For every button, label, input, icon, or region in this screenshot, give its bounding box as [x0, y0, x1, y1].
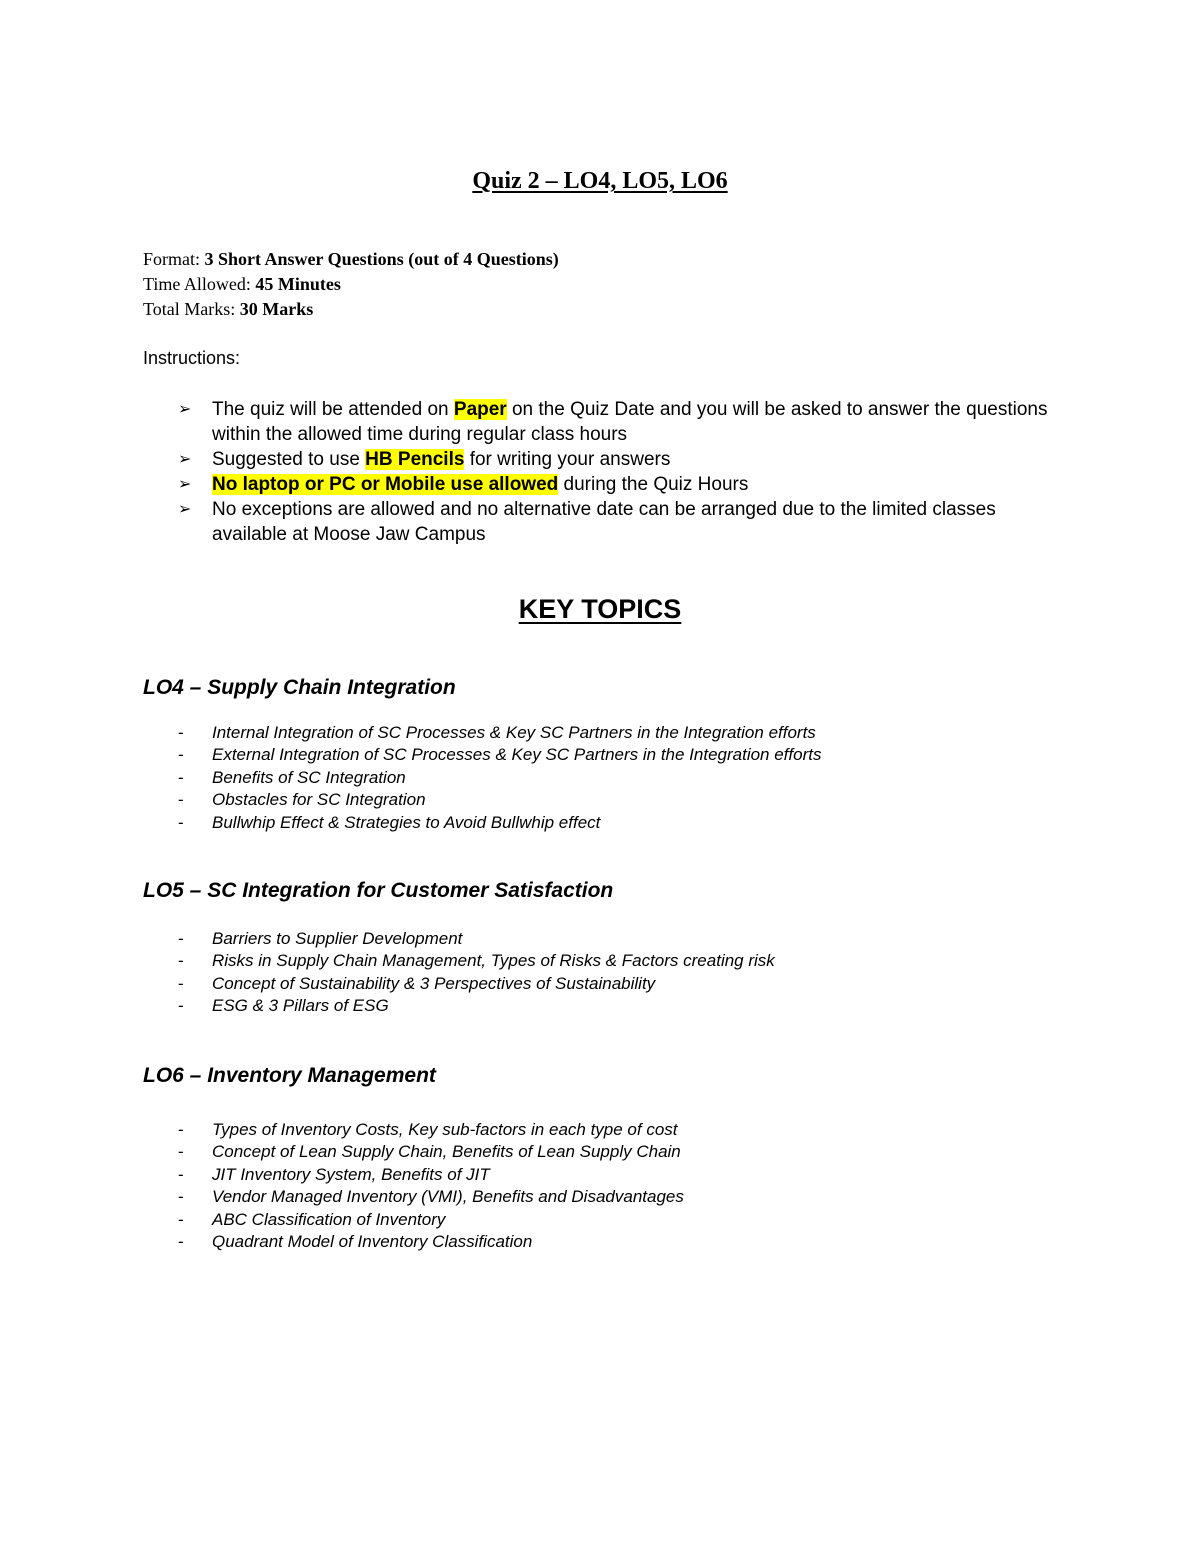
dash-bullet: -: [178, 1187, 184, 1207]
dash-bullet: -: [178, 1232, 184, 1252]
instructions-list: [178, 397, 1058, 547]
list-item: - Bullwhip Effect & Strategies to Avoid Bullwhip effect: [178, 812, 821, 834]
list-item: - Risks in Supply Chain Management, Types of Risks & Factors creating risk: [178, 950, 775, 972]
list-item: - Quadrant Model of Inventory Classification: [178, 1231, 684, 1253]
section-heading: LO5 – SC Integration for Customer Satisfaction: [143, 879, 614, 902]
dash-bullet: -: [178, 1164, 184, 1184]
dash-bullet: -: [178, 973, 184, 993]
topic-list: [178, 722, 821, 834]
page-title: Quiz 2 – LO4, LO5, LO6: [472, 168, 728, 194]
quiz-details: [143, 247, 559, 322]
dash-bullet: -: [178, 1120, 184, 1139]
topic-list: [178, 1119, 684, 1253]
list-item: - JIT Inventory System, Benefits of JIT: [178, 1164, 684, 1186]
list-item: - External Integration of SC Processes & Key SC Partners in the Integration efforts: [178, 744, 821, 766]
instruction-item: ➢ No laptop or PC or Mobile use allowed during the Quiz Hours: [178, 474, 749, 495]
list-item: - Obstacles for SC Integration: [178, 789, 821, 811]
topic-list: [178, 928, 775, 1018]
dash-bullet: -: [178, 929, 184, 948]
time-allowed-line: [143, 272, 559, 297]
total-marks-label: Total Marks:: [143, 299, 240, 319]
dash-bullet: -: [178, 745, 184, 765]
time-allowed-label: Time Allowed:: [143, 274, 256, 294]
section-heading: LO4 – Supply Chain Integration: [143, 676, 456, 699]
format-label: Format:: [143, 249, 205, 269]
instructions-label: Instructions:: [143, 348, 241, 368]
list-item: - Benefits of SC Integration: [178, 767, 821, 789]
total-marks-line: [143, 297, 559, 322]
highlight: HB Pencils: [365, 449, 465, 470]
highlight: Paper: [453, 399, 507, 420]
total-marks-value: 30 Marks: [239, 299, 314, 319]
dash-bullet: -: [178, 812, 184, 832]
arrow-bullet-icon: ➢: [178, 501, 192, 518]
dash-bullet: -: [178, 1209, 184, 1229]
format-suffix: (out of 4 Questions): [403, 249, 559, 269]
arrow-bullet-icon: ➢: [178, 401, 192, 418]
list-item: - Vendor Managed Inventory (VMI), Benefits and Disadvantages: [178, 1186, 684, 1208]
list-item: - Types of Inventory Costs, Key sub-factors in each type of cost: [178, 1119, 684, 1141]
key-topics-heading: KEY TOPICS: [518, 594, 682, 624]
instruction-item: ➢ Suggested to use HB Pencils for writing your answers: [178, 449, 671, 470]
list-item: - ABC Classification of Inventory: [178, 1209, 684, 1231]
list-item: - Concept of Sustainability & 3 Perspectives of Sustainability: [178, 973, 775, 995]
highlight: No laptop or PC or Mobile use allowed: [212, 474, 559, 495]
instruction-item: ➢ The quiz will be attended on Paper on the Quiz Date and you will be asked to answer the questions within the allowed time during regular class hours: [178, 399, 1048, 445]
arrow-bullet-icon: ➢: [178, 451, 192, 468]
format-value: 3 Short Answer Questions: [204, 249, 404, 269]
list-item: - Barriers to Supplier Development: [178, 928, 775, 950]
dash-bullet: -: [178, 790, 184, 810]
arrow-bullet-icon: ➢: [178, 476, 192, 493]
dash-bullet: -: [178, 767, 184, 787]
format-line: [143, 247, 559, 272]
dash-bullet: -: [178, 723, 184, 742]
list-item: - Concept of Lean Supply Chain, Benefits of Lean Supply Chain: [178, 1141, 684, 1163]
instruction-item: ➢ No exceptions are allowed and no alternative date can be arranged due to the limited classes available at Moose Jaw Campus: [178, 499, 996, 545]
dash-bullet: -: [178, 996, 184, 1016]
dash-bullet: -: [178, 1142, 184, 1162]
dash-bullet: -: [178, 951, 184, 971]
time-allowed-value: 45 Minutes: [255, 274, 341, 294]
section-heading: LO6 – Inventory Management: [143, 1064, 436, 1087]
list-item: - Internal Integration of SC Processes & Key SC Partners in the Integration efforts: [178, 722, 821, 744]
list-item: - ESG & 3 Pillars of ESG: [178, 995, 775, 1017]
